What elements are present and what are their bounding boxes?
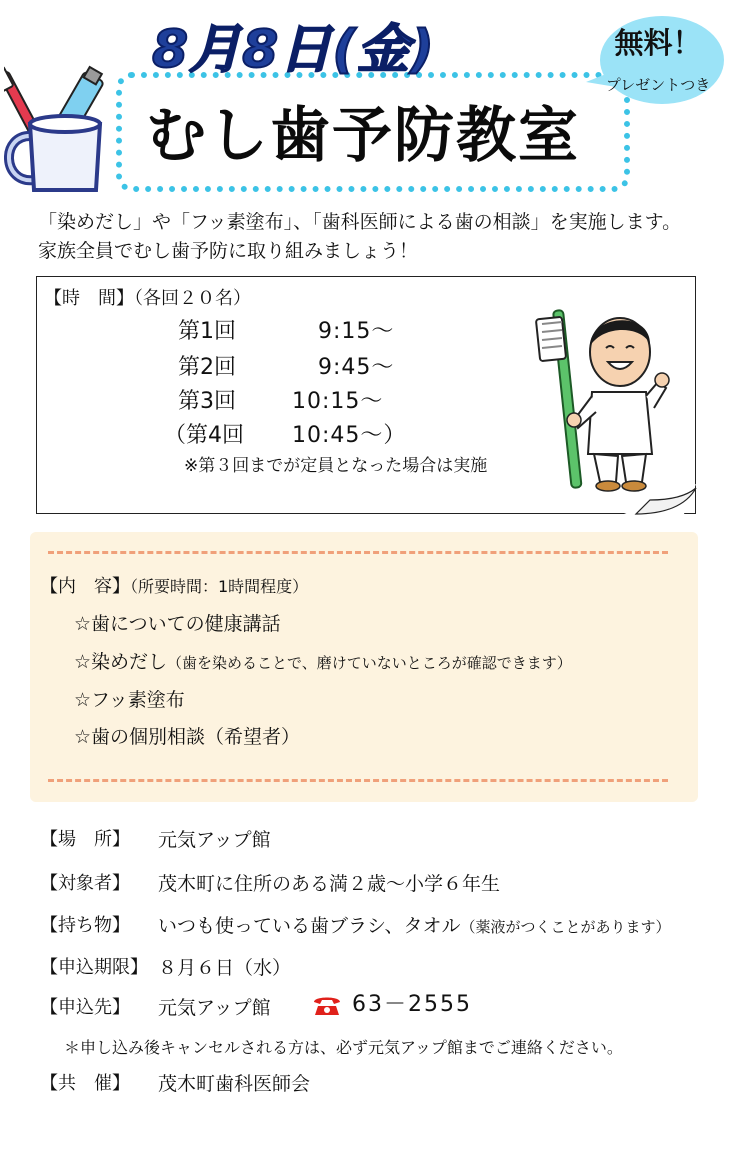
place-value: 元気アップ館 <box>158 829 271 851</box>
schedule-heading: 【時 間】（各回２０名） <box>44 288 251 309</box>
content-heading-label: 【内 容】 <box>40 576 130 597</box>
session-4-time: 10:45～） <box>292 423 407 448</box>
event-date-title: 8月8日(金) <box>152 20 435 80</box>
session-3-time: 10:15～ <box>292 389 384 414</box>
content-item-2 <box>74 648 572 677</box>
session-1-time: 9:15～ <box>318 319 395 344</box>
bring-note: （薬液がつくことがあります） <box>460 918 671 936</box>
phone-number: 63－2555 <box>352 992 472 1017</box>
sponsor-value: 茂木町歯科医師会 <box>158 1073 311 1095</box>
dentist-with-toothbrush-icon <box>534 296 674 496</box>
sponsor-label: 【共 催】 <box>40 1073 130 1094</box>
apply-value: 元気アップ館 <box>158 997 271 1019</box>
bring-label: 【持ち物】 <box>40 915 130 936</box>
session-1-label: 第1回 <box>178 319 236 344</box>
session-3-label: 第3回 <box>178 389 236 414</box>
place-label: 【場 所】 <box>40 829 130 850</box>
target-value: 茂木町に住所のある満２歳～小学６年生 <box>158 873 501 895</box>
schedule-note: ※第３回までが定員となった場合は実施 <box>184 456 488 476</box>
session-4-label: （第4回 <box>164 423 244 448</box>
session-2-time: 9:45～ <box>318 355 395 380</box>
apply-label: 【申込先】 <box>40 997 130 1018</box>
bring-value <box>158 912 671 941</box>
content-item-2-note: （歯を染めることで、磨けていないところが確認できます） <box>167 654 572 672</box>
content-duration: （所要時間：1時間程度） <box>130 577 309 596</box>
session-2-label: 第2回 <box>178 355 236 380</box>
dashed-divider-bottom <box>48 779 668 782</box>
free-badge-label: 無料！ <box>614 26 702 60</box>
deadline-label: 【申込期限】 <box>40 957 148 978</box>
content-item-4: ☆歯の個別相談（希望者） <box>74 726 301 748</box>
dashed-divider-top <box>48 551 668 554</box>
cup-with-toothbrush-icon <box>4 58 114 196</box>
content-item-1: ☆歯についての健康講話 <box>74 613 281 635</box>
bring-items: いつも使っている歯ブラシ、タオル <box>158 915 461 937</box>
cancel-note: ＊申し込み後キャンセルされる方は、必ず元気アップ館までご連絡ください。 <box>64 1038 623 1057</box>
present-badge-label: プレゼントつき <box>605 76 711 94</box>
phone-icon <box>312 994 342 1016</box>
content-item-2-text: ☆染めだし <box>74 651 168 673</box>
content-item-3: ☆フッ素塗布 <box>74 689 185 711</box>
content-heading <box>40 574 308 600</box>
deadline-value: ８月６日（水） <box>158 957 292 979</box>
intro-line-2: 家族全員でむし歯予防に取り組みましょう！ <box>38 240 419 262</box>
event-main-title: むし歯予防教室 <box>146 101 580 171</box>
intro-line-1: 「染めだし」や「フッ素塗布」、「歯科医師による歯の相談」を実施します。 <box>38 211 682 233</box>
target-label: 【対象者】 <box>40 873 130 894</box>
